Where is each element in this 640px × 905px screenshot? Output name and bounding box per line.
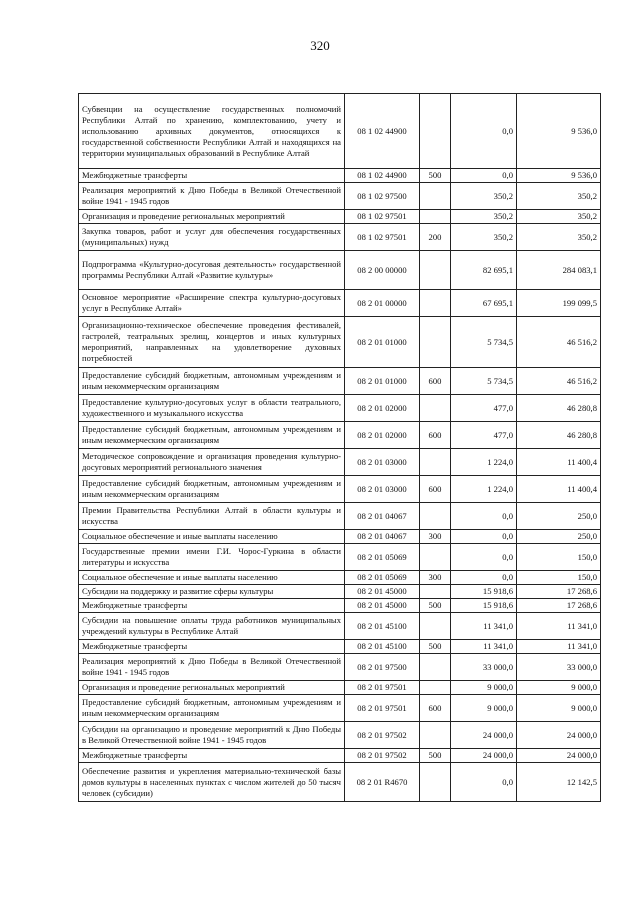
row-amount-1: 0,0 [451, 544, 517, 571]
row-code: 08 2 01 00000 [345, 290, 420, 317]
row-kvr: 300 [420, 571, 451, 585]
row-code: 08 2 01 02000 [345, 395, 420, 422]
row-name: Организационно-техническое обеспечение проведения фестивалей, гастролей, театральных зрелищ, концертов и иных культурных мероприятий, направленных на удовлетворение духовных потребностей [79, 317, 345, 368]
row-name: Субсидии на поддержку и развитие сферы культуры [79, 585, 345, 599]
row-amount-1: 33 000,0 [451, 654, 517, 681]
row-code: 08 1 02 97500 [345, 183, 420, 210]
row-kvr: 500 [420, 169, 451, 183]
row-kvr [420, 183, 451, 210]
row-amount-2: 24 000,0 [517, 749, 601, 763]
row-amount-1: 11 341,0 [451, 640, 517, 654]
row-amount-2: 46 280,8 [517, 395, 601, 422]
table-row [79, 585, 601, 599]
row-code: 08 1 02 97501 [345, 224, 420, 251]
row-amount-2: 9 000,0 [517, 695, 601, 722]
row-kvr [420, 503, 451, 530]
row-kvr [420, 681, 451, 695]
row-code: 08 2 01 45000 [345, 585, 420, 599]
row-name: Межбюджетные трансферты [79, 599, 345, 613]
row-kvr [420, 585, 451, 599]
row-kvr [420, 395, 451, 422]
row-amount-1: 0,0 [451, 503, 517, 530]
row-amount-1: 350,2 [451, 224, 517, 251]
row-amount-2: 284 083,1 [517, 251, 601, 290]
row-amount-2: 17 268,6 [517, 599, 601, 613]
row-amount-2: 350,2 [517, 224, 601, 251]
table-row [79, 530, 601, 544]
row-name: Закупка товаров, работ и услуг для обеспечения государственных (муниципальных) нужд [79, 224, 345, 251]
table-row [79, 695, 601, 722]
row-name: Предоставление субсидий бюджетным, автономным учреждениям и иным некоммерческим организациям [79, 368, 345, 395]
row-amount-2: 350,2 [517, 183, 601, 210]
row-kvr [420, 544, 451, 571]
table-row [79, 94, 601, 169]
row-name: Межбюджетные трансферты [79, 640, 345, 654]
row-name: Предоставление субсидий бюджетным, автономным учреждениям и иным некоммерческим организациям [79, 476, 345, 503]
row-kvr: 500 [420, 599, 451, 613]
row-amount-1: 477,0 [451, 395, 517, 422]
table-row [79, 599, 601, 613]
row-amount-1: 1 224,0 [451, 449, 517, 476]
row-amount-1: 0,0 [451, 571, 517, 585]
row-amount-1: 9 000,0 [451, 681, 517, 695]
row-code: 08 1 02 44900 [345, 169, 420, 183]
row-amount-1: 0,0 [451, 169, 517, 183]
row-amount-1: 0,0 [451, 763, 517, 802]
row-name: Методическое сопровождение и организация проведения культурно-досуговых мероприятий регионального значения [79, 449, 345, 476]
row-code: 08 2 01 45100 [345, 640, 420, 654]
row-kvr [420, 722, 451, 749]
row-name: Предоставление субсидий бюджетным, автономным учреждениям и иным некоммерческим организациям [79, 695, 345, 722]
row-name: Организация и проведение региональных мероприятий [79, 681, 345, 695]
row-kvr: 500 [420, 640, 451, 654]
row-name: Обеспечение развития и укрепления материально-технической базы домов культуры в населенных пунктах с числом жителей до 50 тысяч человек (субсидии) [79, 763, 345, 802]
row-name: Межбюджетные трансферты [79, 169, 345, 183]
table-row [79, 290, 601, 317]
row-code: 08 2 01 04067 [345, 530, 420, 544]
row-kvr: 600 [420, 476, 451, 503]
row-amount-2: 24 000,0 [517, 722, 601, 749]
table-row [79, 763, 601, 802]
row-amount-2: 9 536,0 [517, 94, 601, 169]
row-kvr [420, 763, 451, 802]
row-code: 08 2 01 45000 [345, 599, 420, 613]
row-amount-2: 250,0 [517, 503, 601, 530]
row-amount-1: 11 341,0 [451, 613, 517, 640]
row-kvr [420, 251, 451, 290]
row-kvr: 500 [420, 749, 451, 763]
row-name: Межбюджетные трансферты [79, 749, 345, 763]
row-amount-1: 477,0 [451, 422, 517, 449]
row-code: 08 1 02 44900 [345, 94, 420, 169]
row-amount-1: 350,2 [451, 183, 517, 210]
row-code: 08 2 01 05069 [345, 571, 420, 585]
table-row [79, 449, 601, 476]
row-code: 08 2 01 97502 [345, 722, 420, 749]
row-amount-1: 5 734,5 [451, 317, 517, 368]
table-row [79, 169, 601, 183]
row-amount-2: 350,2 [517, 210, 601, 224]
row-kvr [420, 210, 451, 224]
row-amount-2: 150,0 [517, 571, 601, 585]
row-code: 08 2 01 97502 [345, 749, 420, 763]
row-amount-2: 46 516,2 [517, 317, 601, 368]
row-amount-2: 9 000,0 [517, 681, 601, 695]
row-amount-2: 46 516,2 [517, 368, 601, 395]
table-row [79, 571, 601, 585]
row-code: 08 2 01 03000 [345, 476, 420, 503]
row-kvr [420, 94, 451, 169]
row-amount-1: 24 000,0 [451, 749, 517, 763]
row-kvr [420, 654, 451, 681]
table-row [79, 183, 601, 210]
row-kvr: 600 [420, 695, 451, 722]
row-amount-1: 5 734,5 [451, 368, 517, 395]
row-kvr: 600 [420, 368, 451, 395]
table-row [79, 368, 601, 395]
row-kvr: 600 [420, 422, 451, 449]
row-amount-1: 15 918,6 [451, 599, 517, 613]
table-row [79, 681, 601, 695]
row-amount-1: 82 695,1 [451, 251, 517, 290]
table-row [79, 613, 601, 640]
table-row [79, 210, 601, 224]
table-row [79, 251, 601, 290]
table-row [79, 476, 601, 503]
row-name: Предоставление культурно-досуговых услуг в области театрального, художественного и музыкального искусства [79, 395, 345, 422]
table-row [79, 654, 601, 681]
row-code: 08 2 00 00000 [345, 251, 420, 290]
table-row [79, 503, 601, 530]
row-code: 08 2 01 97501 [345, 681, 420, 695]
row-amount-2: 46 280,8 [517, 422, 601, 449]
row-amount-1: 67 695,1 [451, 290, 517, 317]
row-name: Социальное обеспечение и иные выплаты населению [79, 571, 345, 585]
row-kvr: 300 [420, 530, 451, 544]
table-row [79, 224, 601, 251]
row-amount-2: 9 536,0 [517, 169, 601, 183]
row-code: 08 2 01 03000 [345, 449, 420, 476]
row-kvr [420, 290, 451, 317]
row-amount-2: 11 400,4 [517, 476, 601, 503]
row-kvr [420, 449, 451, 476]
row-amount-2: 33 000,0 [517, 654, 601, 681]
table-row [79, 749, 601, 763]
row-code: 08 2 01 02000 [345, 422, 420, 449]
row-amount-1: 9 000,0 [451, 695, 517, 722]
table-row [79, 395, 601, 422]
row-name: Предоставление субсидий бюджетным, автономным учреждениям и иным некоммерческим организациям [79, 422, 345, 449]
row-code: 08 2 01 45100 [345, 613, 420, 640]
row-name: Премии Правительства Республики Алтай в области культуры и искусства [79, 503, 345, 530]
row-amount-2: 150,0 [517, 544, 601, 571]
row-name: Подпрограмма «Культурно-досуговая деятельность» государственной программы Республики Алтай «Развитие культуры» [79, 251, 345, 290]
row-name: Социальное обеспечение и иные выплаты населению [79, 530, 345, 544]
table-row [79, 544, 601, 571]
row-amount-2: 11 341,0 [517, 613, 601, 640]
row-amount-2: 11 400,4 [517, 449, 601, 476]
table-row [79, 722, 601, 749]
row-amount-1: 1 224,0 [451, 476, 517, 503]
row-amount-2: 12 142,5 [517, 763, 601, 802]
row-amount-1: 15 918,6 [451, 585, 517, 599]
page-number: 320 [310, 38, 330, 53]
row-name: Государственные премии имени Г.И. Чорос-Гуркина в области литературы и искусства [79, 544, 345, 571]
row-amount-1: 0,0 [451, 94, 517, 169]
row-name: Реализация мероприятий к Дню Победы в Великой Отечественной войне 1941 - 1945 годов [79, 183, 345, 210]
row-code: 08 2 01 05069 [345, 544, 420, 571]
row-code: 08 2 01 R4670 [345, 763, 420, 802]
row-code: 08 1 02 97501 [345, 210, 420, 224]
table-row [79, 640, 601, 654]
row-code: 08 2 01 97500 [345, 654, 420, 681]
table-row [79, 317, 601, 368]
table-body [79, 94, 601, 802]
row-code: 08 2 01 01000 [345, 317, 420, 368]
row-name: Субвенции на осуществление государственных полномочий Республики Алтай по хранению, комплектованию, учету и использованию архивных документов, относящихся к государственной собственности Республики Алтай и находящихся на территории муниципальных образований в Республике Алтай [79, 94, 345, 169]
row-amount-2: 199 099,5 [517, 290, 601, 317]
row-name: Субсидии на организацию и проведение мероприятий к Дню Победы в Великой Отечественной войне 1941 - 1945 годов [79, 722, 345, 749]
row-amount-2: 17 268,6 [517, 585, 601, 599]
row-kvr [420, 317, 451, 368]
row-kvr [420, 613, 451, 640]
budget-table [78, 93, 601, 802]
row-amount-1: 350,2 [451, 210, 517, 224]
row-code: 08 2 01 04067 [345, 503, 420, 530]
table-row [79, 422, 601, 449]
row-amount-2: 250,0 [517, 530, 601, 544]
row-kvr: 200 [420, 224, 451, 251]
row-amount-2: 11 341,0 [517, 640, 601, 654]
row-name: Реализация мероприятий к Дню Победы в Великой Отечественной войне 1941 - 1945 годов [79, 654, 345, 681]
row-code: 08 2 01 01000 [345, 368, 420, 395]
row-amount-1: 24 000,0 [451, 722, 517, 749]
row-name: Организация и проведение региональных мероприятий [79, 210, 345, 224]
row-name: Основное мероприятие «Расширение спектра культурно-досуговых услуг в Республике Алтай» [79, 290, 345, 317]
row-code: 08 2 01 97501 [345, 695, 420, 722]
row-amount-1: 0,0 [451, 530, 517, 544]
row-name: Субсидии на повышение оплаты труда работников муниципальных учреждений культуры в Республике Алтай [79, 613, 345, 640]
